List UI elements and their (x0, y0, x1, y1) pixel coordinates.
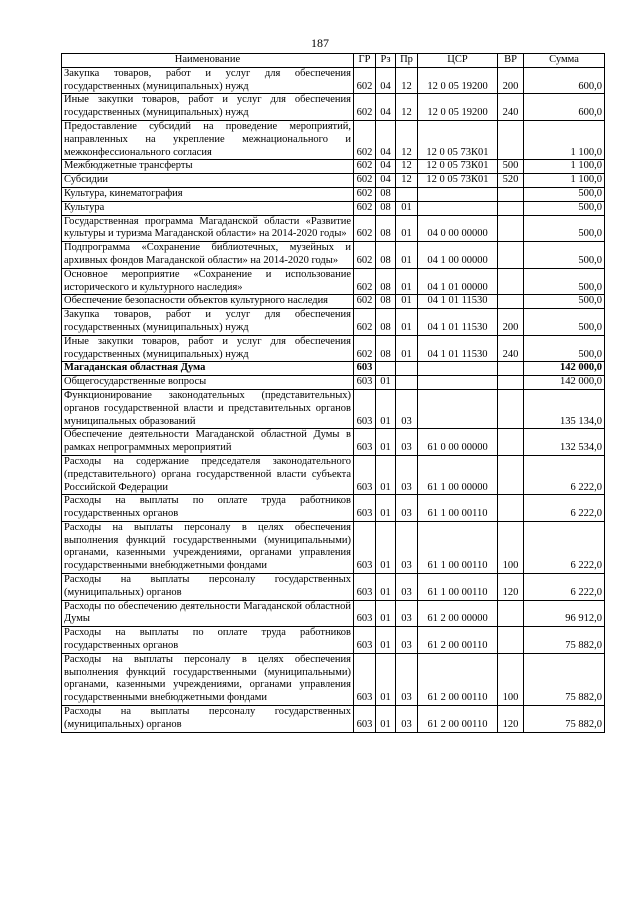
table-row (62, 160, 605, 174)
cell-csr: 04 1 01 00000 (418, 268, 498, 295)
table-row (62, 174, 605, 188)
cell-vr: 100 (498, 653, 524, 705)
cell-pr: 03 (396, 600, 418, 627)
table-row (62, 335, 605, 362)
cell-gr: 603 (354, 495, 376, 522)
cell-csr: 61 2 00 00000 (418, 600, 498, 627)
cell-pr: 01 (396, 215, 418, 242)
cell-vr (498, 268, 524, 295)
cell-sum: 500,0 (524, 335, 605, 362)
cell-csr: 04 1 00 00000 (418, 242, 498, 269)
cell-gr: 602 (354, 242, 376, 269)
cell-sum: 75 882,0 (524, 706, 605, 733)
cell-csr: 61 2 00 00110 (418, 653, 498, 705)
cell-pr: 03 (396, 706, 418, 733)
cell-vr (498, 201, 524, 215)
cell-rz (376, 362, 396, 376)
cell-name: Расходы на выплаты по оплате труда работников государственных органов (62, 627, 354, 654)
cell-sum: 1 100,0 (524, 160, 605, 174)
cell-rz: 01 (376, 429, 396, 456)
cell-pr: 01 (396, 268, 418, 295)
page-number: 187 (311, 36, 329, 50)
cell-vr: 120 (498, 574, 524, 601)
table-row (62, 295, 605, 309)
budget-table (61, 53, 605, 733)
cell-sum: 500,0 (524, 215, 605, 242)
cell-sum: 500,0 (524, 201, 605, 215)
table-row (62, 187, 605, 201)
cell-vr (498, 242, 524, 269)
cell-vr: 240 (498, 94, 524, 121)
cell-csr: 61 1 00 00110 (418, 574, 498, 601)
cell-csr (418, 362, 498, 376)
cell-csr: 04 0 00 00000 (418, 215, 498, 242)
cell-vr: 100 (498, 521, 524, 573)
cell-gr: 603 (354, 376, 376, 390)
cell-pr: 01 (396, 295, 418, 309)
cell-gr: 603 (354, 574, 376, 601)
cell-csr (418, 389, 498, 428)
cell-gr: 603 (354, 429, 376, 456)
cell-pr: 12 (396, 120, 418, 159)
cell-sum: 75 882,0 (524, 653, 605, 705)
cell-name: Магаданская областная Дума (62, 362, 354, 376)
cell-name: Иные закупки товаров, работ и услуг для обеспечения государственных (муниципальных) нужд (62, 94, 354, 121)
header-sum: Сумма (524, 54, 605, 68)
cell-name: Расходы на выплаты персоналу государственных (муниципальных) органов (62, 574, 354, 601)
cell-csr: 04 1 01 11530 (418, 309, 498, 336)
table-row (62, 362, 605, 376)
cell-rz: 08 (376, 309, 396, 336)
cell-csr: 61 2 00 00110 (418, 706, 498, 733)
table-row (62, 215, 605, 242)
cell-pr (396, 187, 418, 201)
cell-pr: 03 (396, 495, 418, 522)
cell-name: Расходы по обеспечению деятельности Магаданской областной Думы (62, 600, 354, 627)
table-row (62, 706, 605, 733)
cell-rz: 01 (376, 627, 396, 654)
cell-sum: 96 912,0 (524, 600, 605, 627)
cell-gr: 603 (354, 653, 376, 705)
table-row (62, 455, 605, 494)
cell-rz: 08 (376, 335, 396, 362)
cell-pr: 12 (396, 174, 418, 188)
cell-pr: 03 (396, 627, 418, 654)
cell-vr: 200 (498, 309, 524, 336)
cell-sum: 6 222,0 (524, 495, 605, 522)
header-pr: Пр (396, 54, 418, 68)
cell-name: Закупка товаров, работ и услуг для обеспечения государственных (муниципальных) нужд (62, 309, 354, 336)
cell-sum: 142 000,0 (524, 376, 605, 390)
header-vr: ВР (498, 54, 524, 68)
cell-gr: 602 (354, 295, 376, 309)
cell-csr: 12 0 05 19200 (418, 94, 498, 121)
cell-csr: 04 1 01 11530 (418, 335, 498, 362)
cell-rz: 01 (376, 600, 396, 627)
table-row (62, 600, 605, 627)
cell-rz: 04 (376, 67, 396, 94)
cell-vr (498, 295, 524, 309)
cell-gr: 603 (354, 389, 376, 428)
cell-rz: 08 (376, 215, 396, 242)
cell-gr: 602 (354, 215, 376, 242)
cell-csr: 61 2 00 00110 (418, 627, 498, 654)
cell-name: Государственная программа Магаданской области «Развитие культуры и туризма Магаданской области» на 2014-2020 годы» (62, 215, 354, 242)
cell-name: Обеспечение безопасности объектов культурного наследия (62, 295, 354, 309)
cell-rz: 01 (376, 376, 396, 390)
cell-pr: 12 (396, 94, 418, 121)
cell-sum: 135 134,0 (524, 389, 605, 428)
cell-rz: 01 (376, 521, 396, 573)
cell-name: Иные закупки товаров, работ и услуг для обеспечения государственных (муниципальных) нужд (62, 335, 354, 362)
cell-vr (498, 389, 524, 428)
table-row (62, 309, 605, 336)
table-row (62, 495, 605, 522)
cell-vr (498, 362, 524, 376)
cell-rz: 08 (376, 242, 396, 269)
table-row (62, 268, 605, 295)
cell-csr: 61 1 00 00110 (418, 495, 498, 522)
cell-gr: 602 (354, 174, 376, 188)
cell-gr: 603 (354, 362, 376, 376)
cell-sum: 6 222,0 (524, 455, 605, 494)
cell-name: Основное мероприятие «Сохранение и использование исторического и культурного наследия» (62, 268, 354, 295)
table-row (62, 627, 605, 654)
cell-sum: 500,0 (524, 268, 605, 295)
cell-csr: 12 0 05 19200 (418, 67, 498, 94)
cell-gr: 602 (354, 201, 376, 215)
cell-rz: 08 (376, 295, 396, 309)
cell-sum: 500,0 (524, 187, 605, 201)
cell-gr: 603 (354, 706, 376, 733)
table-row (62, 120, 605, 159)
header-csr: ЦСР (418, 54, 498, 68)
cell-name: Культура (62, 201, 354, 215)
cell-vr: 240 (498, 335, 524, 362)
cell-vr (498, 455, 524, 494)
cell-sum: 600,0 (524, 67, 605, 94)
cell-name: Расходы на содержание председателя законодательного (представительного) органа государственной власти субъекта Российской Федерации (62, 455, 354, 494)
cell-rz: 01 (376, 653, 396, 705)
cell-name: Межбюджетные трансферты (62, 160, 354, 174)
cell-name: Субсидии (62, 174, 354, 188)
cell-pr: 01 (396, 335, 418, 362)
cell-pr (396, 376, 418, 390)
cell-csr: 12 0 05 73К01 (418, 174, 498, 188)
cell-gr: 602 (354, 309, 376, 336)
cell-csr: 12 0 05 73К01 (418, 120, 498, 159)
cell-pr: 03 (396, 429, 418, 456)
cell-name: Подпрограмма «Сохранение библиотечных, музейных и архивных фондов Магаданской области» на 2014-2020 годы» (62, 242, 354, 269)
table-row (62, 429, 605, 456)
header-gr: ГР (354, 54, 376, 68)
cell-pr: 03 (396, 389, 418, 428)
table-row (62, 574, 605, 601)
cell-sum: 500,0 (524, 242, 605, 269)
cell-gr: 602 (354, 187, 376, 201)
cell-sum: 75 882,0 (524, 627, 605, 654)
cell-rz: 04 (376, 94, 396, 121)
cell-vr (498, 215, 524, 242)
cell-csr: 61 0 00 00000 (418, 429, 498, 456)
cell-csr: 12 0 05 73К01 (418, 160, 498, 174)
cell-sum: 1 100,0 (524, 174, 605, 188)
header-rz: Рз (376, 54, 396, 68)
cell-pr: 03 (396, 521, 418, 573)
cell-gr: 602 (354, 67, 376, 94)
table-row (62, 201, 605, 215)
cell-vr: 500 (498, 160, 524, 174)
cell-name: Общегосударственные вопросы (62, 376, 354, 390)
cell-pr: 01 (396, 201, 418, 215)
cell-sum: 500,0 (524, 295, 605, 309)
cell-gr: 602 (354, 160, 376, 174)
table-row (62, 242, 605, 269)
cell-pr (396, 362, 418, 376)
table-row (62, 376, 605, 390)
cell-vr (498, 120, 524, 159)
table-row (62, 389, 605, 428)
cell-pr: 03 (396, 574, 418, 601)
cell-csr: 61 1 00 00110 (418, 521, 498, 573)
cell-rz: 01 (376, 706, 396, 733)
cell-csr (418, 201, 498, 215)
cell-gr: 602 (354, 335, 376, 362)
table-header-row (62, 54, 605, 68)
table-row (62, 653, 605, 705)
cell-vr (498, 627, 524, 654)
cell-sum: 142 000,0 (524, 362, 605, 376)
cell-gr: 602 (354, 268, 376, 295)
cell-vr: 520 (498, 174, 524, 188)
cell-vr (498, 376, 524, 390)
cell-gr: 603 (354, 600, 376, 627)
cell-gr: 602 (354, 94, 376, 121)
cell-name: Функционирование законодательных (представительных) органов государственной власти и представительных органов муниципальных образований (62, 389, 354, 428)
cell-rz: 08 (376, 201, 396, 215)
cell-name: Расходы на выплаты персоналу в целях обеспечения выполнения функций государственными (муниципальными) органами, казенными учреждениями, органами управления государственными внебюджетными фондами (62, 521, 354, 573)
cell-gr: 603 (354, 521, 376, 573)
cell-name: Обеспечение деятельности Магаданской областной Думы в рамках непрограммных мероприятий (62, 429, 354, 456)
cell-name: Расходы на выплаты персоналу государственных (муниципальных) органов (62, 706, 354, 733)
cell-sum: 500,0 (524, 309, 605, 336)
cell-name: Предоставление субсидий на проведение мероприятий, направленных на укрепление межнационального и межконфессионального согласия (62, 120, 354, 159)
header-name: Наименование (62, 54, 354, 68)
cell-sum: 600,0 (524, 94, 605, 121)
cell-pr: 03 (396, 653, 418, 705)
cell-csr (418, 376, 498, 390)
cell-name: Закупка товаров, работ и услуг для обеспечения государственных (муниципальных) нужд (62, 67, 354, 94)
cell-sum: 1 100,0 (524, 120, 605, 159)
cell-pr: 01 (396, 309, 418, 336)
cell-csr: 04 1 01 11530 (418, 295, 498, 309)
cell-rz: 04 (376, 174, 396, 188)
cell-csr: 61 1 00 00000 (418, 455, 498, 494)
cell-rz: 01 (376, 574, 396, 601)
table-row (62, 67, 605, 94)
table-row (62, 94, 605, 121)
cell-sum: 132 534,0 (524, 429, 605, 456)
cell-rz: 08 (376, 268, 396, 295)
cell-pr: 03 (396, 455, 418, 494)
cell-sum: 6 222,0 (524, 574, 605, 601)
cell-name: Расходы на выплаты по оплате труда работников государственных органов (62, 495, 354, 522)
cell-rz: 04 (376, 120, 396, 159)
cell-pr: 12 (396, 160, 418, 174)
cell-gr: 603 (354, 627, 376, 654)
cell-sum: 6 222,0 (524, 521, 605, 573)
table-body (62, 67, 605, 732)
cell-rz: 08 (376, 187, 396, 201)
cell-rz: 01 (376, 495, 396, 522)
cell-pr: 01 (396, 242, 418, 269)
cell-csr (418, 187, 498, 201)
cell-vr (498, 600, 524, 627)
cell-vr: 200 (498, 67, 524, 94)
cell-vr (498, 187, 524, 201)
cell-rz: 01 (376, 455, 396, 494)
cell-gr: 602 (354, 120, 376, 159)
cell-name: Расходы на выплаты персоналу в целях обеспечения выполнения функций государственными (муниципальными) органами, казенными учреждениями, органами управления государственными внебюджетными фондами (62, 653, 354, 705)
cell-vr: 120 (498, 706, 524, 733)
cell-pr: 12 (396, 67, 418, 94)
cell-name: Культура, кинематография (62, 187, 354, 201)
cell-vr (498, 495, 524, 522)
cell-gr: 603 (354, 455, 376, 494)
cell-rz: 04 (376, 160, 396, 174)
cell-vr (498, 429, 524, 456)
cell-rz: 01 (376, 389, 396, 428)
table-row (62, 521, 605, 573)
